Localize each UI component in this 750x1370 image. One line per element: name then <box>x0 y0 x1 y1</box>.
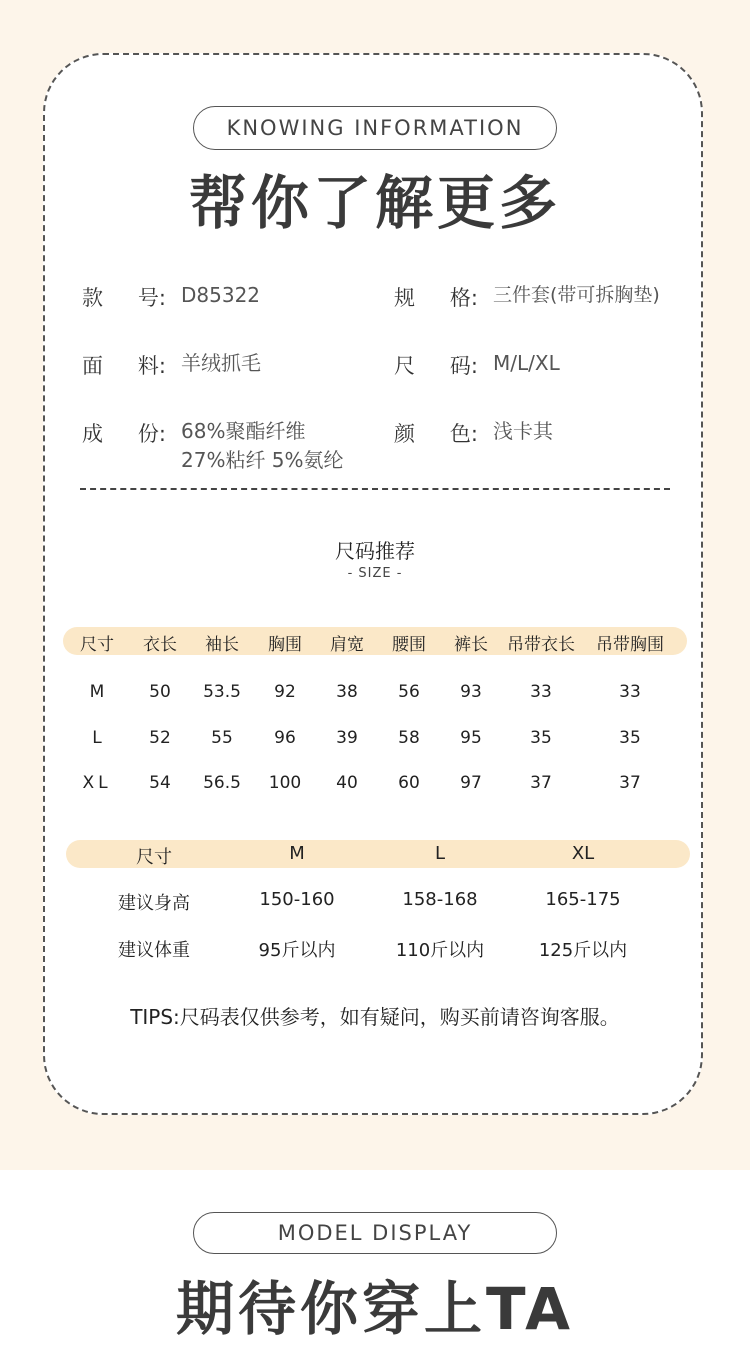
rec-table-cell: 158-168 <box>402 889 478 910</box>
spec-value-composition: 68%聚酯纤维 <box>181 419 306 443</box>
size-table-cell: L <box>92 728 102 748</box>
size-table-header-cell: 尺寸 <box>80 635 114 655</box>
spec-value-spec: 三件套(带可拆胸垫) <box>493 284 660 306</box>
section-divider <box>80 488 670 490</box>
size-table-cell: 95 <box>460 728 482 748</box>
rec-table-cell: 建议体重 <box>118 940 190 961</box>
size-section-title: 尺码推荐 <box>335 539 415 563</box>
size-table-cell: 58 <box>398 728 420 748</box>
size-table-cell: 100 <box>268 773 302 793</box>
size-table-cell: 38 <box>336 682 358 702</box>
size-table-cell: 97 <box>460 773 482 793</box>
tips-text: TIPS:尺码表仅供参考，如有疑问，购买前请咨询客服。 <box>130 1005 620 1029</box>
size-table-cell: M <box>89 682 105 702</box>
size-table-cell: 35 <box>530 728 552 748</box>
spec-key-style-no: 款 号: <box>82 286 166 310</box>
rec-table-header-cell: L <box>434 843 446 864</box>
page-title: 帮你了解更多 <box>188 169 561 237</box>
spec-value-style-no: D85322 <box>181 283 261 307</box>
size-table-header-cell: 腰围 <box>392 635 426 655</box>
size-table-cell: 54 <box>149 773 171 793</box>
size-table-header-cell: 裤长 <box>454 635 488 655</box>
size-table-header-cell: 胸围 <box>268 635 302 655</box>
rec-table-cell: 110斤以内 <box>395 940 485 961</box>
rec-table-cell: 建议身高 <box>118 893 190 914</box>
spec-key-fabric: 面 料: <box>82 354 166 378</box>
spec-value-color: 浅卡其 <box>493 419 553 443</box>
size-table-cell: 33 <box>619 682 641 702</box>
size-section-subtitle: - SIZE - <box>347 566 403 581</box>
size-table-cell: 56.5 <box>203 773 241 793</box>
spec-value-fabric: 羊绒抓毛 <box>181 351 261 375</box>
rec-table-cell: 150-160 <box>259 889 335 910</box>
rec-table-cell: 95斤以内 <box>258 940 336 961</box>
rec-table-header-cell: XL <box>571 843 595 864</box>
footer-title: 期待你穿上TA <box>176 1275 574 1343</box>
size-table-cell: 52 <box>149 728 171 748</box>
spec-key-size: 尺 码: <box>394 354 478 378</box>
size-table-cell: 93 <box>460 682 482 702</box>
size-table-header-cell: 吊带胸围 <box>596 635 664 655</box>
size-table-cell: 35 <box>619 728 641 748</box>
size-table-header-cell: 肩宽 <box>330 635 364 655</box>
rec-table-header-cell: M <box>289 843 305 864</box>
rec-table-header-cell: 尺寸 <box>136 847 172 868</box>
size-table-header-cell: 衣长 <box>143 635 177 655</box>
size-table-cell: XL <box>82 773 112 793</box>
size-table-header-cell: 袖长 <box>205 635 239 655</box>
size-table-cell: 92 <box>274 682 296 702</box>
spec-key-composition: 成 份: <box>82 422 166 446</box>
size-table-cell: 37 <box>530 773 552 793</box>
spec-key-spec: 规 格: <box>394 286 478 310</box>
rec-table-cell: 125斤以内 <box>538 940 628 961</box>
size-table-cell: 40 <box>336 773 358 793</box>
size-table-cell: 37 <box>619 773 641 793</box>
knowing-information-label: KNOWING INFORMATION <box>193 106 557 150</box>
size-table-cell: 96 <box>274 728 296 748</box>
size-table-cell: 39 <box>336 728 358 748</box>
spec-value-size: M/L/XL <box>493 351 560 375</box>
size-table-header-cell: 吊带衣长 <box>507 635 575 655</box>
model-display-label: MODEL DISPLAY <box>193 1212 557 1254</box>
size-table-cell: 33 <box>530 682 552 702</box>
size-table-cell: 60 <box>398 773 420 793</box>
size-table-cell: 56 <box>398 682 420 702</box>
size-table-cell: 50 <box>149 682 171 702</box>
spec-value-composition-line2: 27%粘纤 5%氨纶 <box>181 448 344 472</box>
rec-table-cell: 165-175 <box>545 889 621 910</box>
spec-key-color: 颜 色: <box>394 422 478 446</box>
size-table-cell: 53.5 <box>203 682 241 702</box>
size-table-cell: 55 <box>211 728 233 748</box>
